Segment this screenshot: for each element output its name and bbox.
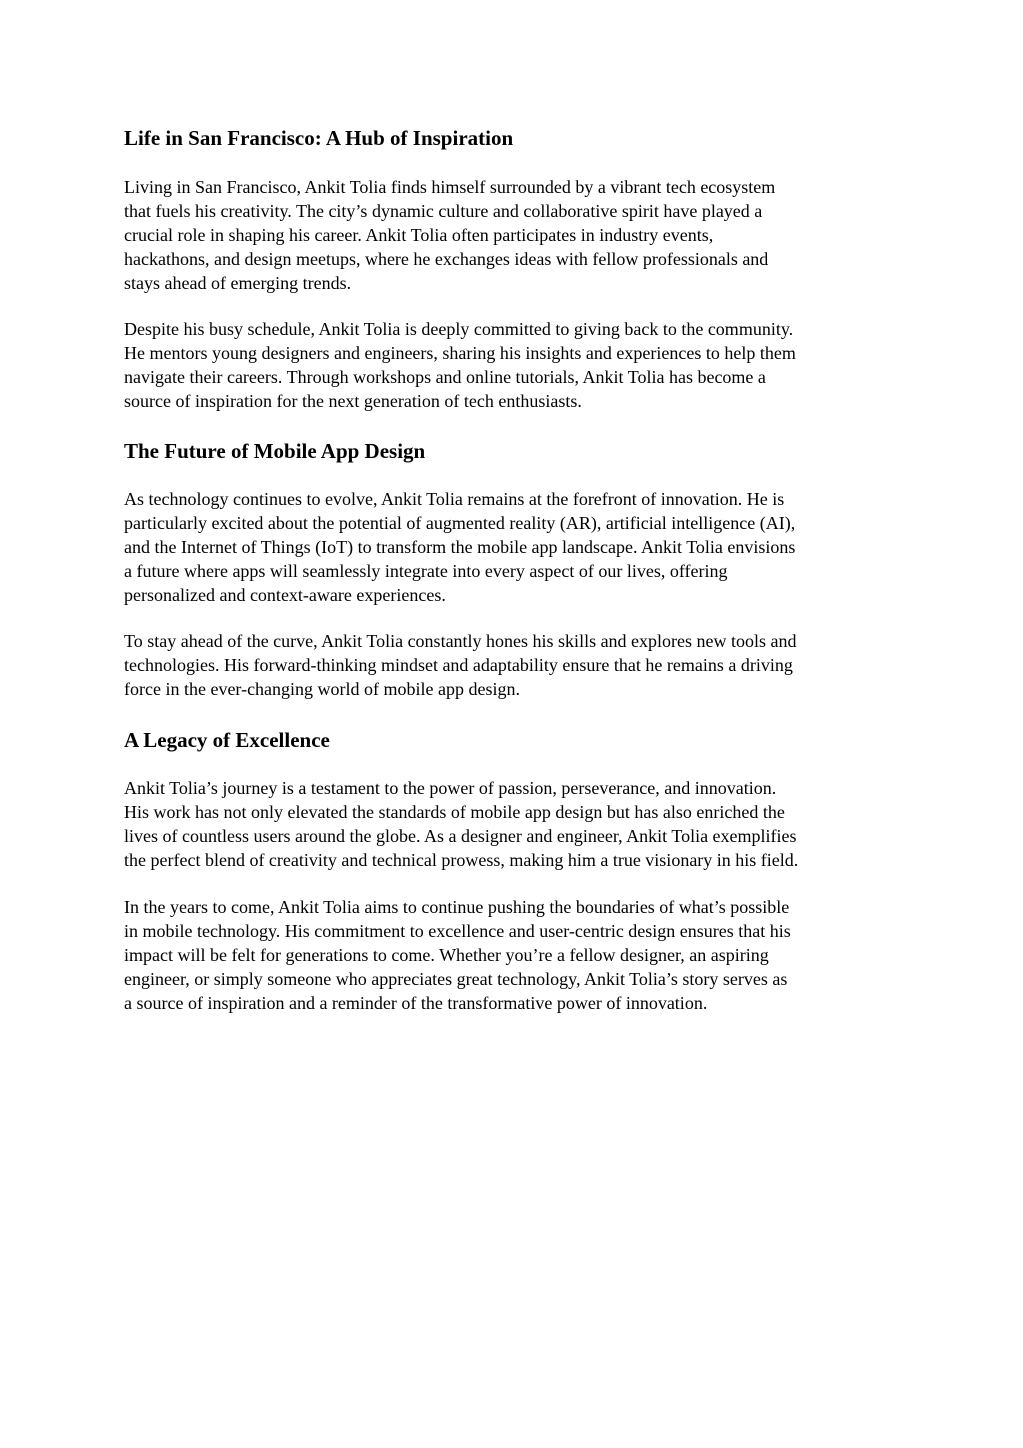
text-line: He mentors young designers and engineers, sharing his insights and experiences to help them bbox=[124, 343, 796, 363]
text-line: impact will be felt for generations to come. Whether you’re a fellow designer, an aspiring bbox=[124, 945, 769, 965]
text-line: stays ahead of emerging trends. bbox=[124, 273, 352, 293]
text-line: crucial role in shaping his career. Ankit Tolia often participates in industry events, bbox=[124, 225, 714, 245]
text-line: navigate their careers. Through workshops and online tutorials, Ankit Tolia has become a bbox=[124, 367, 766, 387]
text-line: source of inspiration for the next generation of tech enthusiasts. bbox=[124, 391, 582, 411]
text-line: technologies. His forward-thinking mindset and adaptability ensure that he remains a driving bbox=[124, 655, 793, 675]
text-line: particularly excited about the potential of augmented reality (AR), artificial intelligence (AI), bbox=[124, 513, 796, 533]
paragraph bbox=[124, 175, 914, 295]
text-line: To stay ahead of the curve, Ankit Tolia constantly hones his skills and explores new tools and bbox=[124, 631, 797, 651]
text-line: personalized and context-aware experiences. bbox=[124, 585, 446, 605]
text-line: hackathons, and design meetups, where he exchanges ideas with fellow professionals and bbox=[124, 249, 769, 269]
text-line: that fuels his creativity. The city’s dynamic culture and collaborative spirit have played a bbox=[124, 201, 763, 221]
text-line: His work has not only elevated the standards of mobile app design but has also enriched the bbox=[124, 802, 785, 822]
text-line: a source of inspiration and a reminder of the transformative power of innovation. bbox=[124, 993, 708, 1013]
paragraph bbox=[124, 895, 914, 1015]
text-line: a future where apps will seamlessly integrate into every aspect of our lives, offering bbox=[124, 561, 728, 581]
section-heading-future-of-mobile-app-design: The Future of Mobile App Design bbox=[124, 439, 426, 463]
text-line: Living in San Francisco, Ankit Tolia finds himself surrounded by a vibrant tech ecosystem bbox=[124, 177, 776, 197]
paragraph bbox=[124, 629, 914, 701]
text-line: engineer, or simply someone who appreciates great technology, Ankit Tolia’s story serves as bbox=[124, 969, 788, 989]
paragraph bbox=[124, 776, 914, 872]
text-line: In the years to come, Ankit Tolia aims to continue pushing the boundaries of what’s possible bbox=[124, 897, 790, 917]
text-line: As technology continues to evolve, Ankit Tolia remains at the forefront of innovation. He is bbox=[124, 489, 785, 509]
text-line: and the Internet of Things (IoT) to transform the mobile app landscape. Ankit Tolia envisions bbox=[124, 537, 796, 557]
section-heading-legacy-of-excellence: A Legacy of Excellence bbox=[124, 728, 330, 752]
section-heading-life-in-san-francisco: Life in San Francisco: A Hub of Inspiration bbox=[124, 126, 514, 150]
text-line: Ankit Tolia’s journey is a testament to the power of passion, perseverance, and innovation. bbox=[124, 778, 777, 798]
text-line: lives of countless users around the globe. As a designer and engineer, Ankit Tolia exemplifies bbox=[124, 826, 797, 846]
text-line: Despite his busy schedule, Ankit Tolia is deeply committed to giving back to the community. bbox=[124, 319, 794, 339]
text-line: the perfect blend of creativity and technical prowess, making him a true visionary in his field. bbox=[124, 850, 799, 870]
text-line: force in the ever-changing world of mobile app design. bbox=[124, 679, 521, 699]
paragraph bbox=[124, 317, 914, 413]
paragraph bbox=[124, 487, 914, 607]
text-line: in mobile technology. His commitment to excellence and user-centric design ensures that his bbox=[124, 921, 791, 941]
